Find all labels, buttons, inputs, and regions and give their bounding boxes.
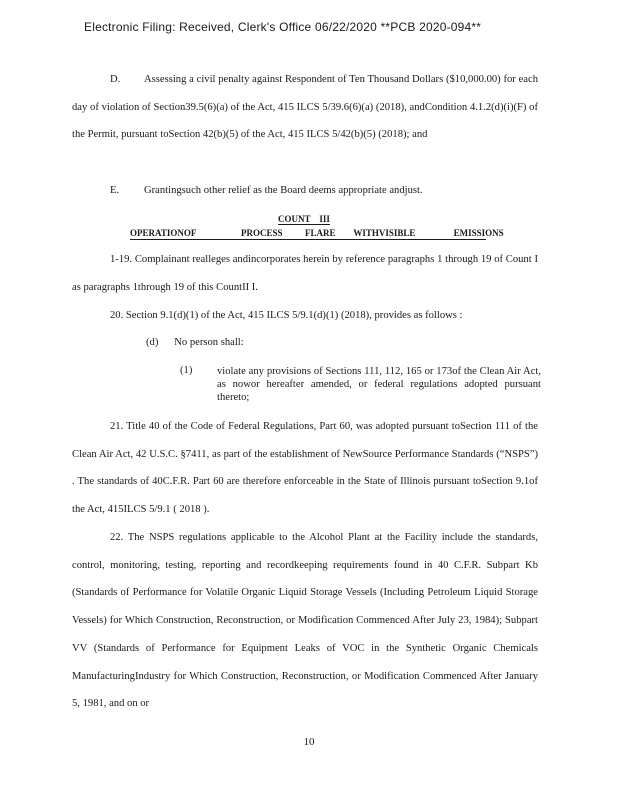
paragraph-20-text: 20. Section 9.1(d)(1) of the Act, 415 ILCS 5/9.1(d)(1) (2018), provides as follows : xyxy=(110,310,463,321)
count-number: COUNT III xyxy=(278,214,330,224)
paragraph-20-item-1-text: violate any provisions of Sections 111, 112, 165 or 173of the Clean Air Act, as nowor hereafter amended, or federal regulations adopted pursuant thereto; xyxy=(217,366,541,403)
paragraph-20-item-1-label: (1) xyxy=(180,365,193,376)
relief-e-text: Grantingsuch other relief as the Board deems appropriate andjust. xyxy=(144,185,423,196)
relief-e-paragraph xyxy=(72,177,538,205)
relief-e-label: E. xyxy=(110,185,120,196)
paragraph-20-subsection-d: (d) No person shall: xyxy=(146,337,244,348)
filing-stamp-header: Electronic Filing: Received, Clerk's Office 06/22/2020 **PCB 2020-094** xyxy=(84,20,482,34)
paragraph-21-text: 21. Title 40 of the Code of Federal Regulations, Part 60, was adopted pursuant toSection 111 of the Clean Air Act, 42 U.S.C. §7411, as part of the establishment of NewSource Performance Standards (“NSPS”) . The standards of 40C.F.R. Part 60 are therefore enforceable in the State of Illinois pursuant toSection 9.1of the Act, 415ILCS 5/9.1 ( 2018 ). xyxy=(72,421,538,516)
page-number: 10 xyxy=(303,736,315,748)
relief-d-paragraph xyxy=(72,66,538,149)
paragraph-22-text: 22. The NSPS regulations applicable to the Alcohol Plant at the Facility include the standards, control, monitoring, testing, reporting and recordkeeping requirements found in 40 C.F.R. Subpart Kb (Standards of Performance for Volatile Organic Liquid Storage Vessels (Including Petroleum Liquid Storage Vessels) for Which Construction, Reconstruction, or Modification Commenced After July 23, 1984); Subpart VV (Standards of Performance for Equipment Leaks of VOC in the Synthetic Organic Chemicals ManufacturingIndustry for Which Construction, Reconstruction, or Modification Commenced After January 5, 1981, and on or xyxy=(72,532,538,710)
paragraph-21 xyxy=(72,413,538,524)
paragraph-1-19 xyxy=(72,246,538,301)
paragraph-22 xyxy=(72,524,538,718)
paragraph-1-19-text: 1-19. Complainant realleges andincorporates herein by reference paragraphs 1 through 19 of Count I as paragraphs 1through 19 of this CountII I. xyxy=(72,254,538,293)
relief-d-text: Assessing a civil penalty against Respondent of Ten Thousand Dollars ($10,000.00) for each day of violation of Section39.5(6)(a) of the Act, 415 ILCS 5/39.6(6)(a) (2018), andCondition 4.1.2(d)(i)(F) of the Permit, pursuant toSection 42(b)(5) of the Act, 415 ILCS 5/42(b)(5) (2018); and xyxy=(72,74,538,141)
paragraph-20 xyxy=(72,302,538,330)
count-heading xyxy=(130,214,504,240)
relief-d-label: D. xyxy=(110,74,121,85)
count-title: OPERATIONOF PROCESS FLARE WITHVISIBLE EMISSIONS xyxy=(130,228,504,238)
